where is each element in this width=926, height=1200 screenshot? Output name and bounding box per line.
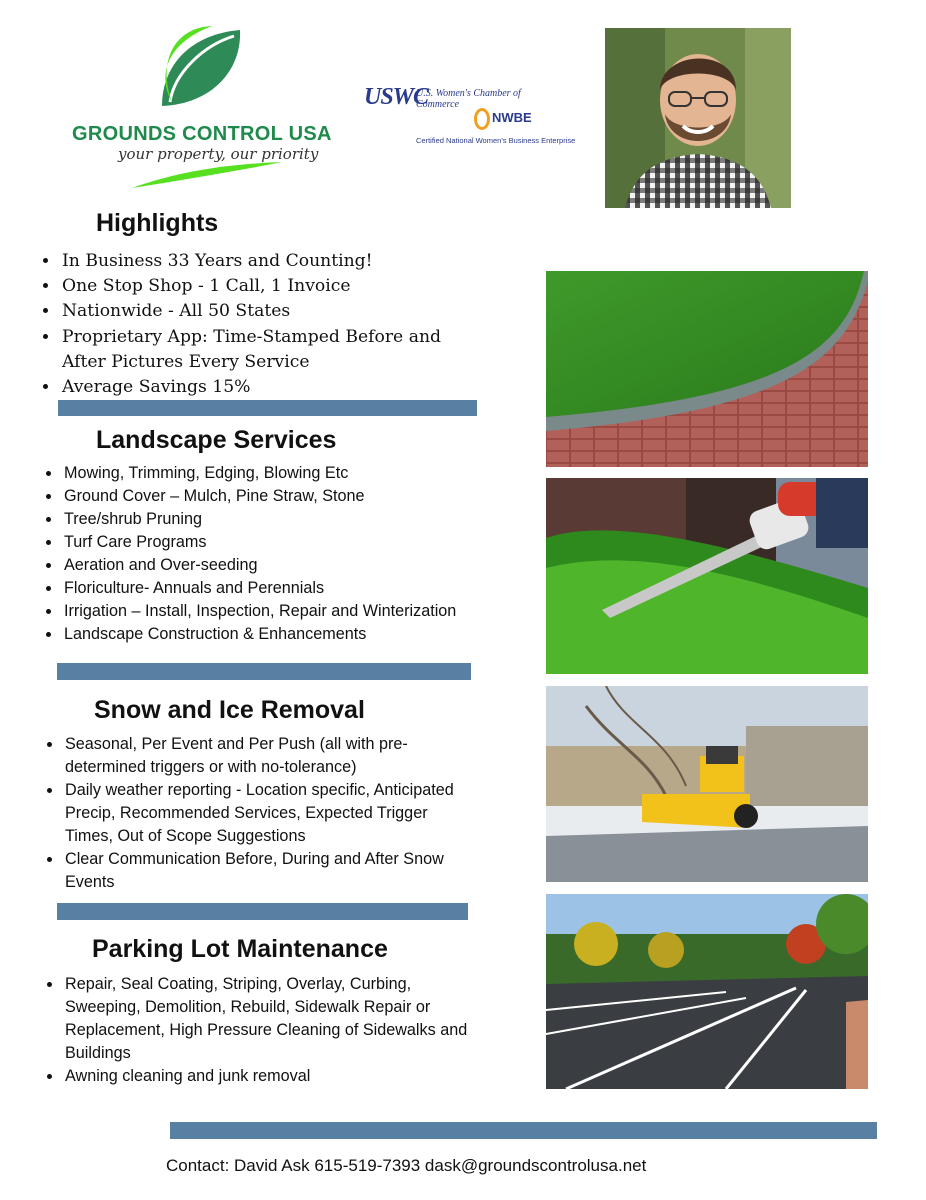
- uswcc-mark: USWC: [364, 84, 429, 110]
- landscape-list: [42, 462, 502, 646]
- landscape-title: Landscape Services: [96, 426, 337, 454]
- list-item: • One Stop Shop - 1 Call, 1 Invoice: [60, 274, 480, 299]
- snow-plow-photo: [546, 686, 868, 882]
- uswcc-name: U.S. Women's Chamber of Commerce: [416, 88, 521, 110]
- list-item: • Average Savings 15%: [60, 375, 480, 400]
- leaf-icon: [62, 24, 342, 196]
- list-item: • In Business 33 Years and Counting!: [60, 249, 480, 274]
- section-divider: [58, 400, 477, 416]
- contact-portrait: [605, 28, 791, 208]
- list-item: • Proprietary App: Time-Stamped Before and After Pictures Every Service: [60, 325, 480, 375]
- highlights-title: Highlights: [96, 209, 219, 237]
- list-item: • Nationwide - All 50 States: [60, 299, 480, 324]
- list-item: • Tree/shrub Pruning: [62, 508, 502, 531]
- section-divider: [57, 663, 471, 680]
- nwbe-text: NWBE: [492, 110, 532, 125]
- list-item: • Seasonal, Per Event and Per Push (all with pre-determined triggers or with no-tolerance): [63, 733, 475, 779]
- lawn-photo: [546, 271, 868, 467]
- company-tagline: your property, our priority: [118, 145, 319, 163]
- list-item: • Ground Cover – Mulch, Pine Straw, Stone: [62, 485, 502, 508]
- parking-list: [43, 973, 475, 1088]
- contact-info: Contact: David Ask 615-519-7393 dask@groundscontrolusa.net: [166, 1156, 647, 1175]
- uswcc-nwbe-logo: [364, 84, 576, 154]
- snow-title: Snow and Ice Removal: [94, 696, 365, 724]
- list-item: • Aeration and Over-seeding: [62, 554, 502, 577]
- company-logo: [62, 24, 342, 196]
- highlights-list: [40, 249, 480, 400]
- list-item: • Mowing, Trimming, Edging, Blowing Etc: [62, 462, 502, 485]
- list-item: • Daily weather reporting - Location specific, Anticipated Precip, Recommended Services, Expected Trigger Times, Out of Scope Suggestions: [63, 779, 475, 848]
- hedge-trimming-photo: [546, 478, 868, 674]
- list-item: • Clear Communication Before, During and After Snow Events: [63, 848, 475, 894]
- snow-list: [43, 733, 475, 894]
- list-item: • Awning cleaning and junk removal: [63, 1065, 475, 1088]
- list-item: • Repair, Seal Coating, Striping, Overlay, Curbing, Sweeping, Demolition, Rebuild, Sidewalk Repair or Replacement, High Pressure Cleaning of Sidewalks and Buildings: [63, 973, 475, 1065]
- company-name: GROUNDS CONTROL USA: [72, 123, 332, 145]
- footer-divider: [170, 1122, 877, 1139]
- list-item: • Irrigation – Install, Inspection, Repair and Winterization: [62, 600, 502, 623]
- list-item: • Landscape Construction & Enhancements: [62, 623, 502, 646]
- nwbe-ring-icon: [474, 108, 490, 130]
- parking-title: Parking Lot Maintenance: [92, 935, 388, 963]
- parking-lot-photo: [546, 894, 868, 1089]
- nwbe-certification: Certified National Women's Business Enterprise: [416, 136, 576, 145]
- section-divider: [57, 903, 468, 920]
- list-item: • Floriculture- Annuals and Perennials: [62, 577, 502, 600]
- list-item: • Turf Care Programs: [62, 531, 502, 554]
